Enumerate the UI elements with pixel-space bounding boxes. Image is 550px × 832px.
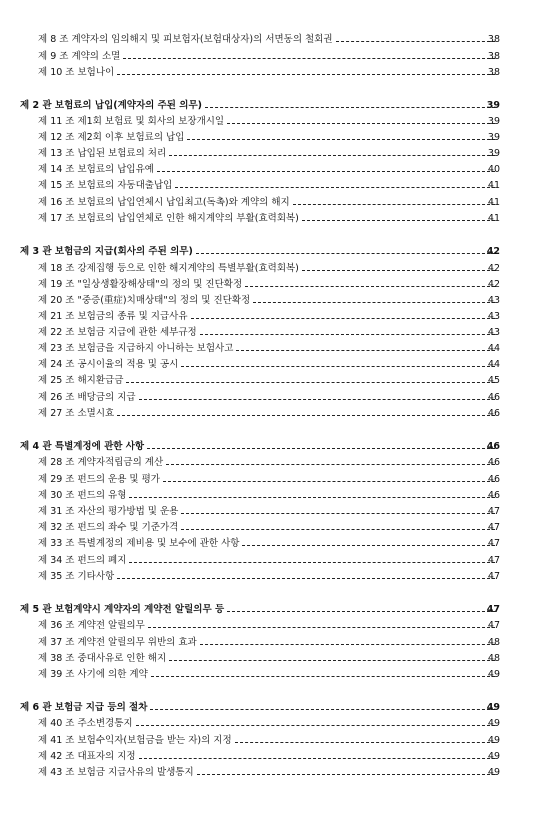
toc-leader-line (148, 627, 495, 628)
toc-entry-title: 제 33 조 특별계정의 제비용 및 보수에 관한 사항 (38, 538, 240, 549)
toc-article-entry[interactable] (0, 488, 550, 504)
toc-article-entry[interactable] (0, 261, 550, 277)
toc-leader-line (205, 107, 495, 108)
toc-page-number: 46 (487, 474, 500, 485)
toc-article-entry[interactable] (0, 373, 550, 389)
toc-leader-line (191, 318, 495, 319)
toc-leader-line (227, 611, 495, 612)
toc-leader-line (302, 270, 495, 271)
toc-leader-line (253, 302, 495, 303)
toc-entry-title: 제 32 조 펀드의 좌수 및 기준가격 (38, 522, 179, 533)
toc-page-number: 47 (487, 555, 500, 566)
toc-entry-title: 제 21 조 보험금의 종류 및 지급사유 (38, 311, 188, 322)
toc-article-entry[interactable] (0, 325, 550, 341)
toc-leader-line (175, 187, 495, 188)
toc-page-number: 41 (487, 180, 500, 191)
toc-article-entry[interactable] (0, 667, 550, 683)
toc-page-number: 48 (487, 637, 500, 648)
toc-leader-line (163, 481, 495, 482)
toc-entry-title: 제 5 관 보험계약시 계약자의 계약전 알릴의무 등 (20, 604, 225, 615)
toc-entry-title: 제 15 조 보험료의 자동대출납입 (38, 180, 173, 191)
toc-leader-line (117, 74, 495, 75)
toc-leader-line (126, 382, 495, 383)
toc-page-number: 42 (487, 263, 500, 274)
toc-entry-title: 제 29 조 펀드의 운용 및 평가 (38, 474, 160, 485)
toc-chapter-entry[interactable] (0, 700, 550, 716)
toc-page-number: 46 (487, 392, 500, 403)
toc-article-entry[interactable] (0, 504, 550, 520)
toc-entry-title: 제 20 조 "중증(重症)치매상태"의 정의 및 진단확정 (38, 295, 251, 306)
toc-entry-title: 제 18 조 강제집행 등으로 인한 해지계약의 특별부활(효력회복) (38, 263, 299, 274)
toc-leader-line (181, 366, 495, 367)
toc-page-number: 49 (487, 751, 500, 762)
toc-article-entry[interactable] (0, 651, 550, 667)
toc-entry-title: 제 2 관 보험료의 납입(계약자의 주된 의무) (20, 100, 202, 111)
toc-leader-line (200, 644, 495, 645)
toc-leader-line (181, 529, 495, 530)
toc-page-number: 49 (487, 767, 500, 778)
toc-entry-title: 제 17 조 보험료의 납입연체로 인한 해지계약의 부활(효력회복) (38, 213, 299, 224)
toc-leader-line (147, 448, 495, 449)
toc-page-number: 46 (486, 441, 500, 452)
toc-article-entry[interactable] (0, 114, 550, 130)
toc-page-number: 44 (487, 343, 500, 354)
toc-entry-title: 제 31 조 자산의 평가방법 및 운용 (38, 506, 179, 517)
toc-article-entry[interactable] (0, 277, 550, 293)
toc-entry-title: 제 13 조 납입된 보험료의 처리 (38, 148, 167, 159)
toc-entry-title: 제 11 조 제1회 보험료 및 회사의 보장개시일 (38, 116, 225, 127)
toc-leader-line (151, 676, 495, 677)
toc-page-number: 43 (487, 295, 500, 306)
toc-article-entry[interactable] (0, 65, 550, 81)
toc-leader-line (123, 58, 495, 59)
toc-entry-title: 제 9 조 계약의 소멸 (38, 51, 121, 62)
toc-entry-title: 제 42 조 대표자의 지정 (38, 751, 136, 762)
toc-leader-line (150, 709, 495, 710)
toc-entry-title: 제 8 조 계약자의 임의해지 및 피보험자(보험대상자)의 서면동의 철회권 (38, 34, 333, 45)
toc-article-entry[interactable] (0, 146, 550, 162)
toc-article-entry[interactable] (0, 520, 550, 536)
toc-page-number: 39 (487, 148, 500, 159)
toc-article-entry[interactable] (0, 716, 550, 732)
toc-leader-line (200, 334, 495, 335)
toc-leader-line (187, 139, 495, 140)
toc-entry-title: 제 24 조 공시이율의 적용 및 공시 (38, 359, 179, 370)
toc-entry-title: 제 37 조 계약전 알릴의무 위반의 효과 (38, 637, 197, 648)
toc-page-number: 49 (487, 735, 500, 746)
toc-article-entry[interactable] (0, 553, 550, 569)
toc-article-entry[interactable] (0, 406, 550, 422)
toc-page-number: 47 (487, 506, 500, 517)
toc-page-number: 38 (487, 67, 500, 78)
toc-entry-title: 제 38 조 중대사유로 인한 해지 (38, 653, 167, 664)
toc-page-number: 45 (487, 375, 500, 386)
toc-page-number: 47 (487, 538, 500, 549)
toc-leader-line (227, 123, 495, 124)
toc-page-number: 42 (486, 246, 500, 257)
toc-page-number: 43 (487, 311, 500, 322)
toc-leader-line (242, 545, 495, 546)
toc-article-entry[interactable] (0, 749, 550, 765)
toc-entry-title: 제 19 조 "일상생활장해상태"의 정의 및 진단확정 (38, 279, 243, 290)
toc-leader-line (136, 725, 495, 726)
toc-leader-line (169, 155, 495, 156)
toc-page-number: 49 (487, 669, 500, 680)
toc-article-entry[interactable] (0, 536, 550, 552)
toc-article-entry[interactable] (0, 765, 550, 781)
toc-article-entry[interactable] (0, 130, 550, 146)
toc-page-number: 47 (487, 620, 500, 631)
toc-entry-title: 제 25 조 해지환급금 (38, 375, 124, 386)
toc-page-number: 46 (487, 490, 500, 501)
toc-page-number: 49 (486, 702, 500, 713)
toc-article-entry[interactable] (0, 178, 550, 194)
toc-leader-line (181, 513, 495, 514)
toc-article-entry[interactable] (0, 341, 550, 357)
toc-leader-line (196, 253, 495, 254)
toc-entry-title: 제 14 조 보험료의 납입유예 (38, 164, 154, 175)
toc-page-number: 48 (487, 653, 500, 664)
toc-entry-title: 제 35 조 기타사항 (38, 571, 115, 582)
toc-page-number: 44 (487, 359, 500, 370)
toc-leader-line (245, 286, 495, 287)
toc-leader-line (197, 774, 495, 775)
toc-article-entry[interactable] (0, 472, 550, 488)
toc-entry-title: 제 26 조 배당금의 지급 (38, 392, 136, 403)
toc-article-entry[interactable] (0, 162, 550, 178)
toc-page-number: 39 (486, 100, 500, 111)
toc-article-entry[interactable] (0, 357, 550, 373)
toc-entry-title: 제 43 조 보험금 지급사유의 발생통지 (38, 767, 194, 778)
toc-page-number: 43 (487, 327, 500, 338)
toc-article-entry[interactable] (0, 211, 550, 227)
toc-page-number: 47 (487, 522, 500, 533)
toc-entry-title: 제 22 조 보험금 지급에 관한 세부규정 (38, 327, 197, 338)
toc-page-number: 39 (487, 116, 500, 127)
toc-entry-title: 제 28 조 계약자적립금의 계산 (38, 457, 164, 468)
toc-leader-line (129, 497, 495, 498)
toc-entry-title: 제 27 조 소멸시효 (38, 408, 115, 419)
toc-article-entry[interactable] (0, 635, 550, 651)
toc-page-number: 46 (487, 408, 500, 419)
toc-article-entry[interactable] (0, 455, 550, 471)
toc-article-entry[interactable] (0, 390, 550, 406)
toc-leader-line (236, 350, 495, 351)
toc-chapter-entry[interactable] (0, 98, 550, 114)
toc-chapter-entry[interactable] (0, 439, 550, 455)
toc-article-entry[interactable] (0, 32, 550, 48)
toc-page-number: 41 (487, 213, 500, 224)
toc-article-entry[interactable] (0, 733, 550, 749)
toc-entry-title: 제 40 조 주소변경통지 (38, 718, 133, 729)
toc-article-entry[interactable] (0, 49, 550, 65)
toc-leader-line (157, 171, 495, 172)
toc-leader-line (139, 399, 495, 400)
toc-leader-line (139, 758, 495, 759)
toc-chapter-entry[interactable] (0, 244, 550, 260)
toc-leader-line (302, 220, 495, 221)
toc-leader-line (166, 464, 495, 465)
toc-page-number: 40 (487, 164, 500, 175)
toc-page-number: 39 (487, 132, 500, 143)
toc-page-number: 47 (486, 604, 500, 615)
toc-leader-line (129, 562, 495, 563)
toc-article-entry[interactable] (0, 293, 550, 309)
toc-entry-title: 제 36 조 계약전 알릴의무 (38, 620, 145, 631)
toc-entry-title: 제 41 조 보험수익자(보험금을 받는 자)의 지정 (38, 735, 232, 746)
toc-leader-line (117, 578, 495, 579)
toc-page-number: 38 (487, 51, 500, 62)
toc-entry-title: 제 6 관 보험금 지급 등의 절차 (20, 702, 148, 713)
toc-article-entry[interactable] (0, 195, 550, 211)
toc-leader-line (117, 415, 495, 416)
toc-entry-title: 제 23 조 보험금을 지급하지 아니하는 보험사고 (38, 343, 234, 354)
toc-leader-line (336, 41, 495, 42)
toc-leader-line (235, 742, 495, 743)
toc-leader-line (293, 204, 495, 205)
toc-page-number: 38 (487, 34, 500, 45)
toc-page-number: 46 (487, 457, 500, 468)
toc-page-number: 49 (487, 718, 500, 729)
toc-leader-line (169, 660, 495, 661)
toc-article-entry[interactable] (0, 618, 550, 634)
toc-entry-title: 제 10 조 보험나이 (38, 67, 115, 78)
toc-page-number: 41 (487, 197, 500, 208)
toc-entry-title: 제 30 조 펀드의 유형 (38, 490, 127, 501)
toc-chapter-entry[interactable] (0, 602, 550, 618)
toc-entry-title: 제 12 조 제2회 이후 보험료의 납입 (38, 132, 185, 143)
toc-article-entry[interactable] (0, 569, 550, 585)
toc-page-number: 42 (487, 279, 500, 290)
toc-entry-title: 제 16 조 보험료의 납입연체시 납입최고(독촉)와 계약의 해지 (38, 197, 290, 208)
toc-entry-title: 제 3 관 보험금의 지급(회사의 주된 의무) (20, 246, 193, 257)
toc-entry-title: 제 34 조 펀드의 폐지 (38, 555, 127, 566)
toc-entry-title: 제 4 관 특별계정에 관한 사항 (20, 441, 145, 452)
toc-page-number: 47 (487, 571, 500, 582)
toc-article-entry[interactable] (0, 309, 550, 325)
toc-entry-title: 제 39 조 사기에 의한 계약 (38, 669, 148, 680)
